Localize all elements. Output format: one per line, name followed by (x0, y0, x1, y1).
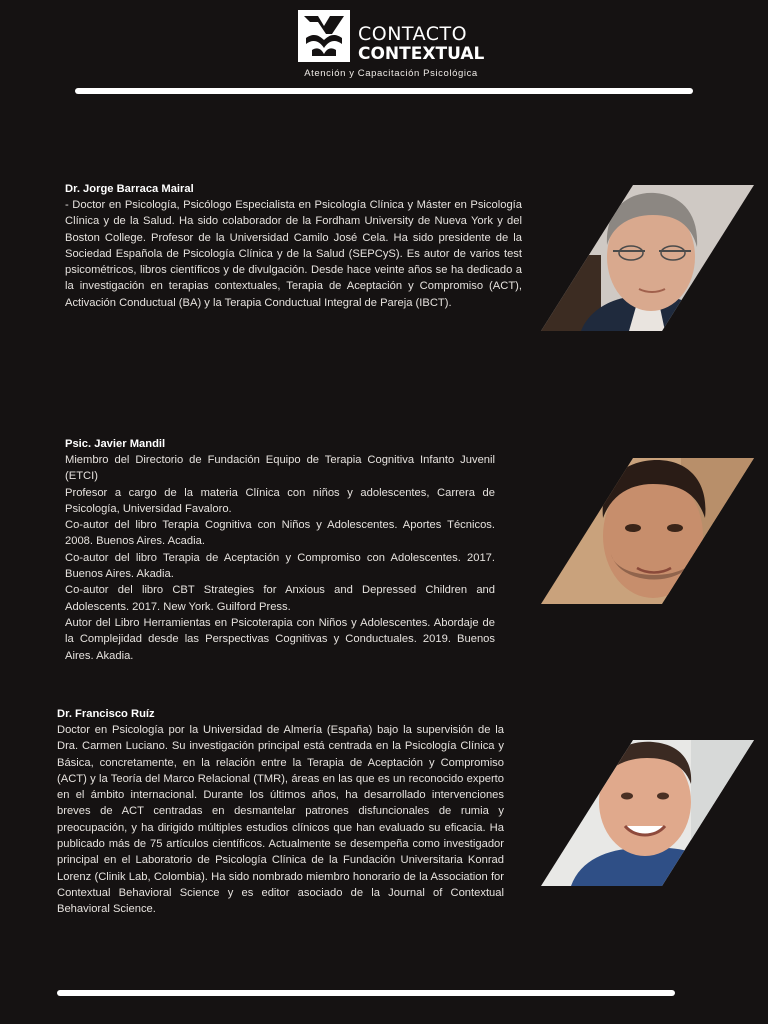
bio-text: Doctor en Psicología por la Universidad de Almería (España) bajo la supervisión de la Dra. Carmen Luciano. Su investigación principal está centrada en la Psicología Clínica y Básica, concretamente, en la relación entre la Terapia de Aceptación y Compromiso (ACT) y la Teoría del Marco Relacional (TMR), áreas en las que es un reconocido experto en el ámbito internacional. Durante los últimos años, ha desarrollado intervenciones breves de ACT centradas en desmantelar patrones disfuncionales de rumia y preocupación, y ha dirigido múltiples estudios clínicos que han evaluado su eficacia. Ha publicado más de 75 artículos científicos. Actualmente se desempeña como investigador principal en el Laboratorio de Psicología Clínica de la Fundación Universitaria Konrad Lorenz (Clinik Lab, Colombia). Ha sido nombrado miembro honorario de la Association for Contextual Behavioral Science y es editor asociado de la Journal of Contextual Behavioral Science. (57, 724, 504, 916)
bio-jorge-barraca (65, 181, 522, 311)
logo-line-1: CONTACTO (358, 23, 468, 45)
bio-name: Psic. Javier Mandil (65, 438, 166, 450)
bio-line: Profesor a cargo de la materia Clínica con niños y adolescentes, Carrera de Psicología, Universidad Favaloro. (65, 486, 495, 515)
logo-mark-icon (298, 10, 350, 62)
bio-javier-mandil (65, 436, 495, 664)
logo (296, 8, 486, 84)
portrait-francisco-ruiz (541, 740, 754, 886)
portrait-javier-mandil (541, 458, 754, 604)
bio-line: Co-autor del libro CBT Strategies for Anxious and Depressed Children and Adolescents. 2017. New York. Guilford Press. (65, 584, 495, 613)
portrait-jorge-barraca (541, 185, 754, 331)
bio-text: - Doctor en Psicología, Psicólogo Especialista en Psicología Clínica y Máster en Psicología Clínica y de la Salud. Ha sido colaborador de la Fordham University de Nueva York y del Boston College. Profesor de la Universidad Camilo José Cela. Ha sido presidente de la Sociedad Española de Psicología Clínica y de la Salud (SEPCyS). Es autor de varios test psicométricos, libros científicos y de divulgación. Desde hace veinte años se ha dedicado a la investigación en terapias contextuales, Terapia de Aceptación y Compromiso (ACT), Activación Conductual (BA) y la Terapia Conductual Integral de Pareja (IBCT). (65, 199, 522, 309)
bio-name: Dr. Francisco Ruíz (57, 708, 155, 720)
bottom-divider (57, 990, 675, 996)
top-divider (75, 88, 693, 94)
bio-francisco-ruiz (57, 706, 504, 918)
logo-line-2: CONTEXTUAL (358, 44, 485, 64)
bio-line: Co-autor del libro Terapia Cognitiva con Niños y Adolescentes. Aportes Técnicos. 2008. Buenos Aires. Acadia. (65, 519, 495, 548)
bio-name: Dr. Jorge Barraca Mairal (65, 183, 194, 195)
bio-line: Miembro del Directorio de Fundación Equipo de Terapia Cognitiva Infanto Juvenil (ETCI) (65, 454, 495, 483)
logo-tagline: Atención y Capacitación Psicológica (304, 68, 478, 79)
bio-line: Co-autor del libro Terapia de Aceptación y Compromiso con Adolescentes. 2017. Buenos Aires. Akadia. (65, 551, 495, 581)
bio-line: Autor del Libro Herramientas en Psicoterapia con Niños y Adolescentes. Abordaje de la Complejidad desde las Perspectivas Cognitivas y Conductuales. 2019. Buenos Aires. Akadia. (65, 616, 495, 662)
